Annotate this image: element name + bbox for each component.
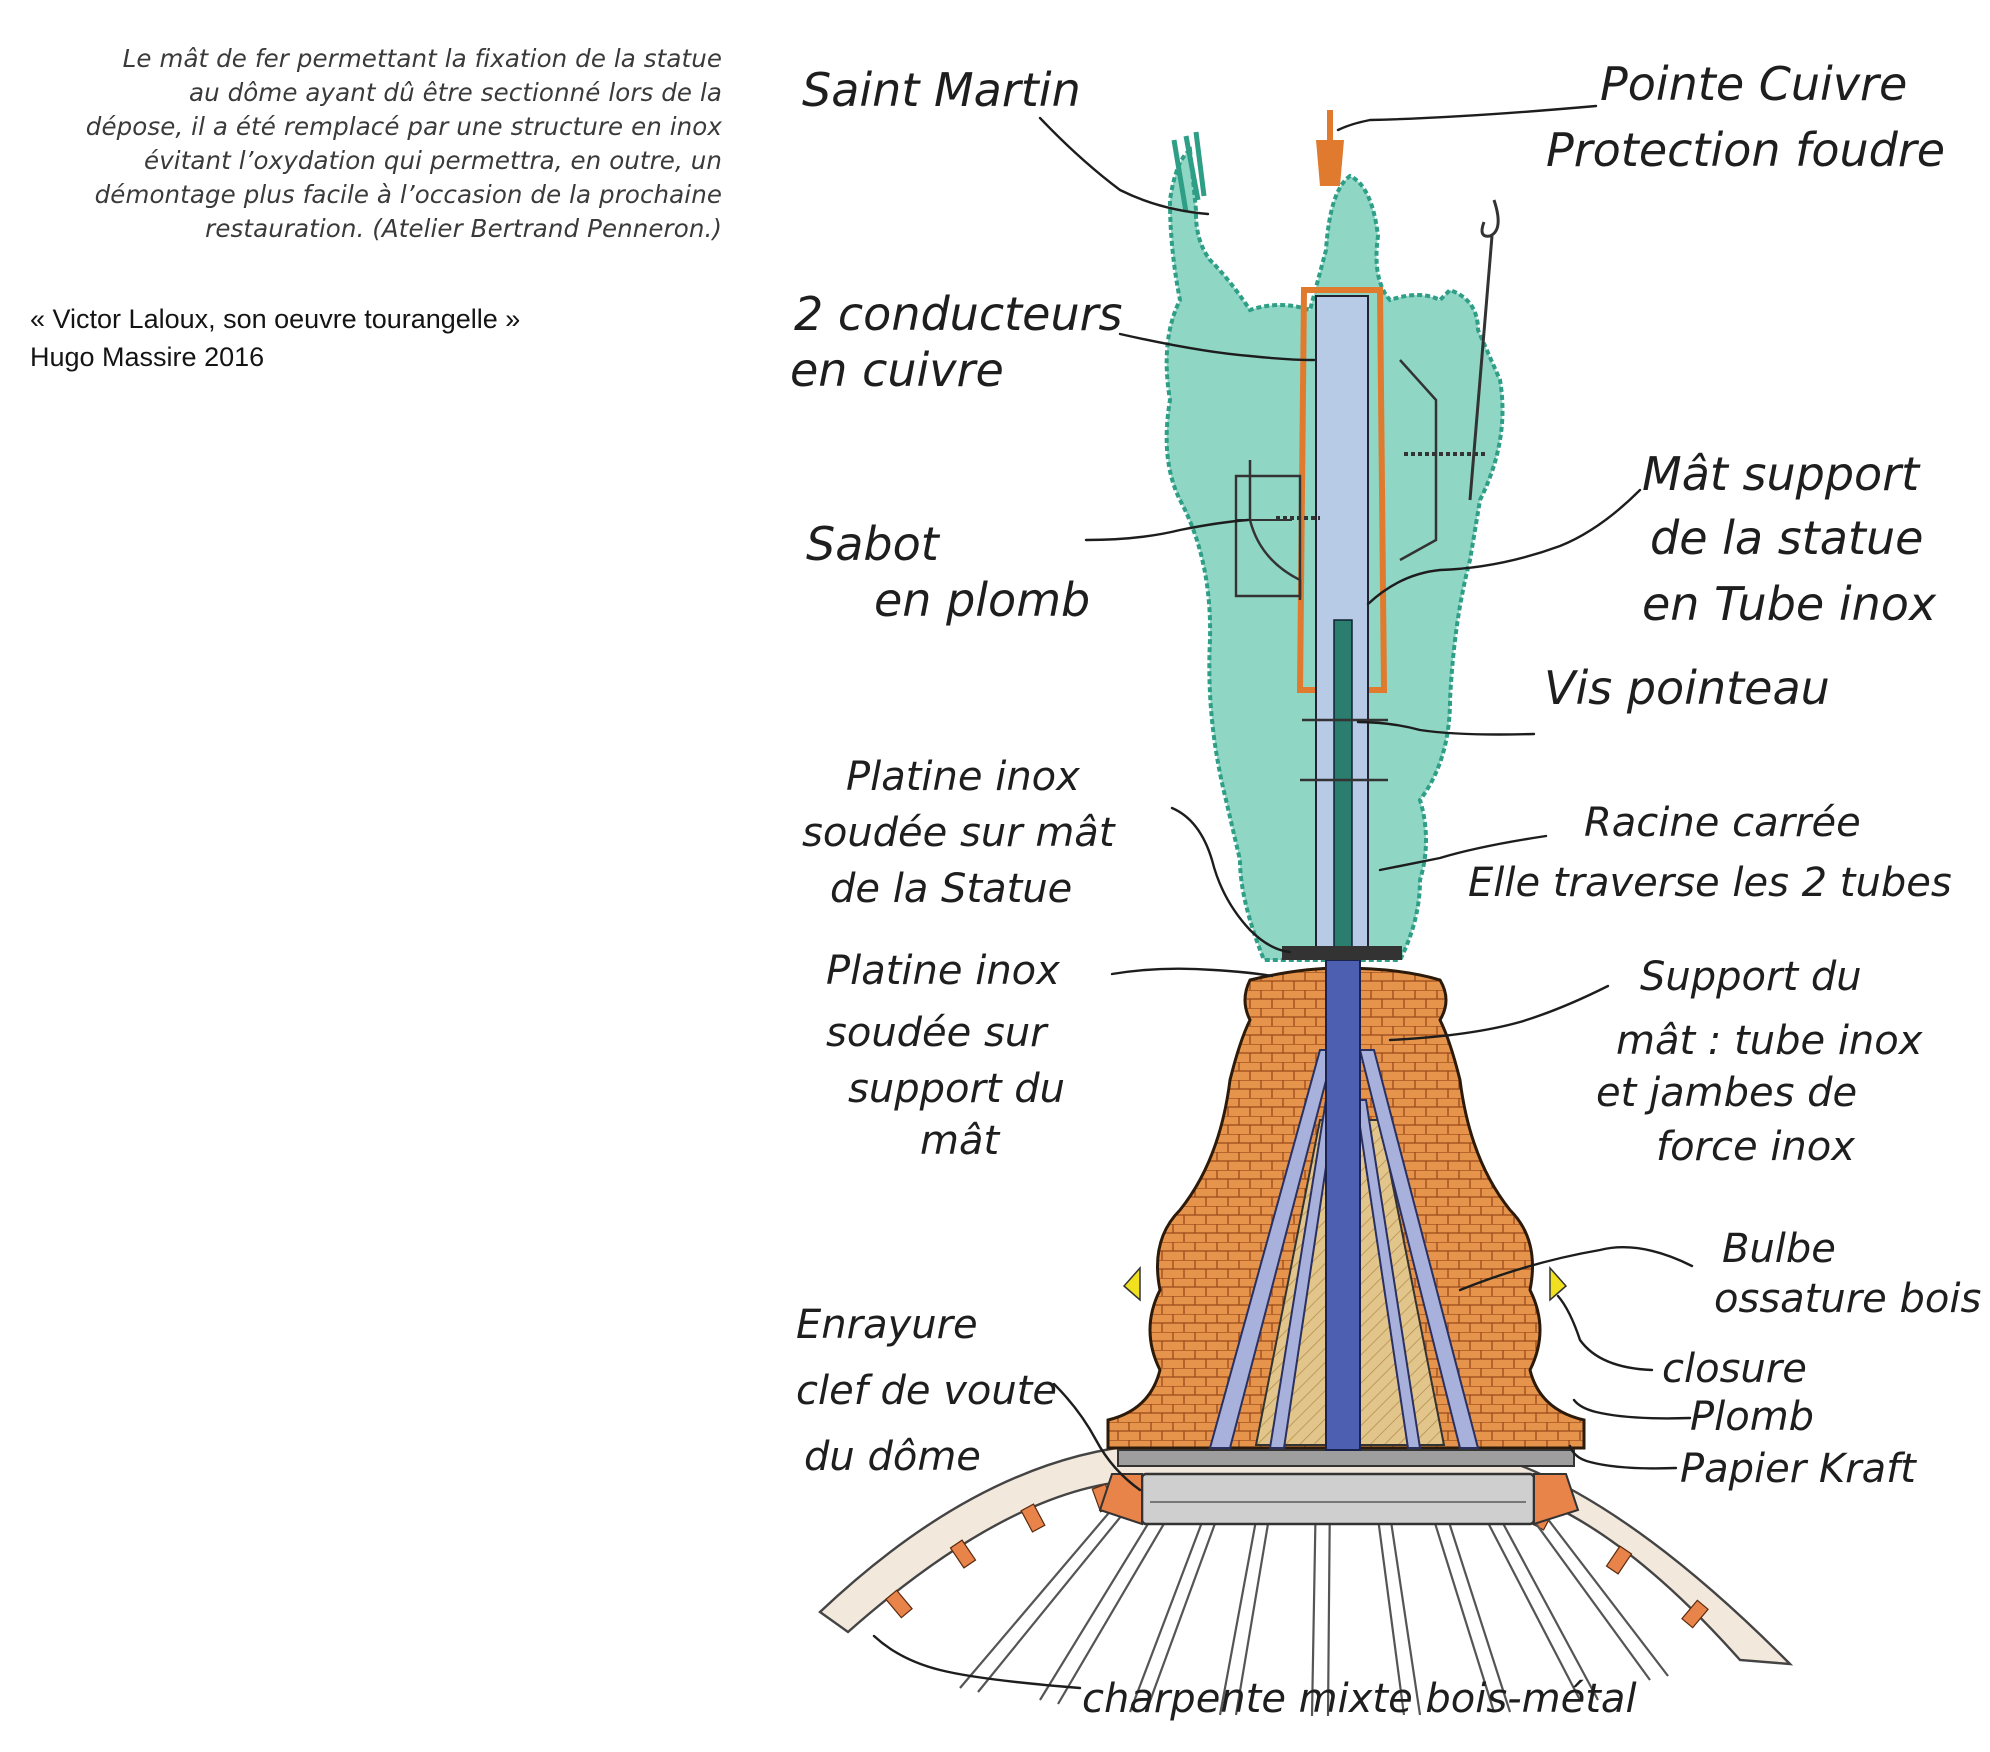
label-charpente: charpente mixte bois-métal: [1082, 1676, 1637, 1722]
label-bulbe-line1: Bulbe: [1722, 1226, 1836, 1272]
label-platine2-line1: Platine inox: [826, 948, 1060, 994]
label-bulbe-line2: ossature bois: [1714, 1276, 1982, 1322]
label-enrayure-line1: Enrayure: [796, 1302, 978, 1348]
caption-line: Le mât de fer permettant la fixation de la statue: [122, 44, 722, 73]
label-vis: Vis pointeau: [1544, 661, 1830, 715]
label-racine-line2: Elle traverse les 2 tubes: [1468, 860, 1952, 906]
label-sabot-line2: en plomb: [874, 573, 1091, 627]
label-platine2-line2: soudée sur: [826, 1010, 1047, 1056]
label-conducteurs-line2: en cuivre: [790, 343, 1004, 397]
label-support-line4: force inox: [1656, 1124, 1855, 1170]
source-title: « Victor Laloux, son oeuvre tourangelle »: [30, 304, 521, 334]
label-racine-line1: Racine carrée: [1584, 800, 1861, 846]
label-platine1-line3: de la Statue: [830, 866, 1073, 912]
label-platine2-line4: mât: [920, 1118, 1000, 1164]
label-saint-martin: Saint Martin: [802, 63, 1081, 117]
label-plomb: Plomb: [1690, 1394, 1815, 1440]
caption-line: dépose, il a été remplacé par une structure en inox: [85, 112, 722, 141]
label-mat-line3: en Tube inox: [1642, 577, 1937, 631]
label-platine1-line1: Platine inox: [846, 754, 1080, 800]
label-papier-kraft: Papier Kraft: [1680, 1446, 1916, 1492]
label-platine1-line2: soudée sur mât: [802, 810, 1115, 856]
label-pointe-line1: Pointe Cuivre: [1600, 57, 1908, 111]
label-mat-line1: Mât support: [1642, 447, 1920, 501]
caption-line: restauration. (Atelier Bertrand Penneron.): [205, 214, 722, 243]
label-support-line2: mât : tube inox: [1616, 1018, 1923, 1064]
label-closure: closure: [1662, 1346, 1807, 1392]
caption-line: démontage plus facile à l’occasion de la prochaine: [94, 180, 722, 209]
caption-line: évitant l’oxydation qui permettra, en outre, un: [144, 146, 722, 175]
label-pointe-line2: Protection foudre: [1546, 123, 1946, 177]
keystone-ring: [1100, 1474, 1578, 1524]
label-support-line3: et jambes de: [1596, 1070, 1858, 1116]
caption-line: au dôme ayant dû être sectionné lors de la: [188, 78, 722, 107]
label-enrayure-line3: du dôme: [804, 1434, 981, 1480]
label-conducteurs-line1: 2 conducteurs: [794, 287, 1123, 341]
label-support-line1: Support du: [1640, 954, 1862, 1000]
label-sabot-line1: Sabot: [806, 517, 939, 571]
source-author: Hugo Massire 2016: [30, 342, 265, 372]
label-platine2-line3: support du: [848, 1066, 1066, 1112]
label-enrayure-line2: clef de voute: [796, 1368, 1058, 1414]
label-mat-line2: de la statue: [1650, 511, 1924, 565]
